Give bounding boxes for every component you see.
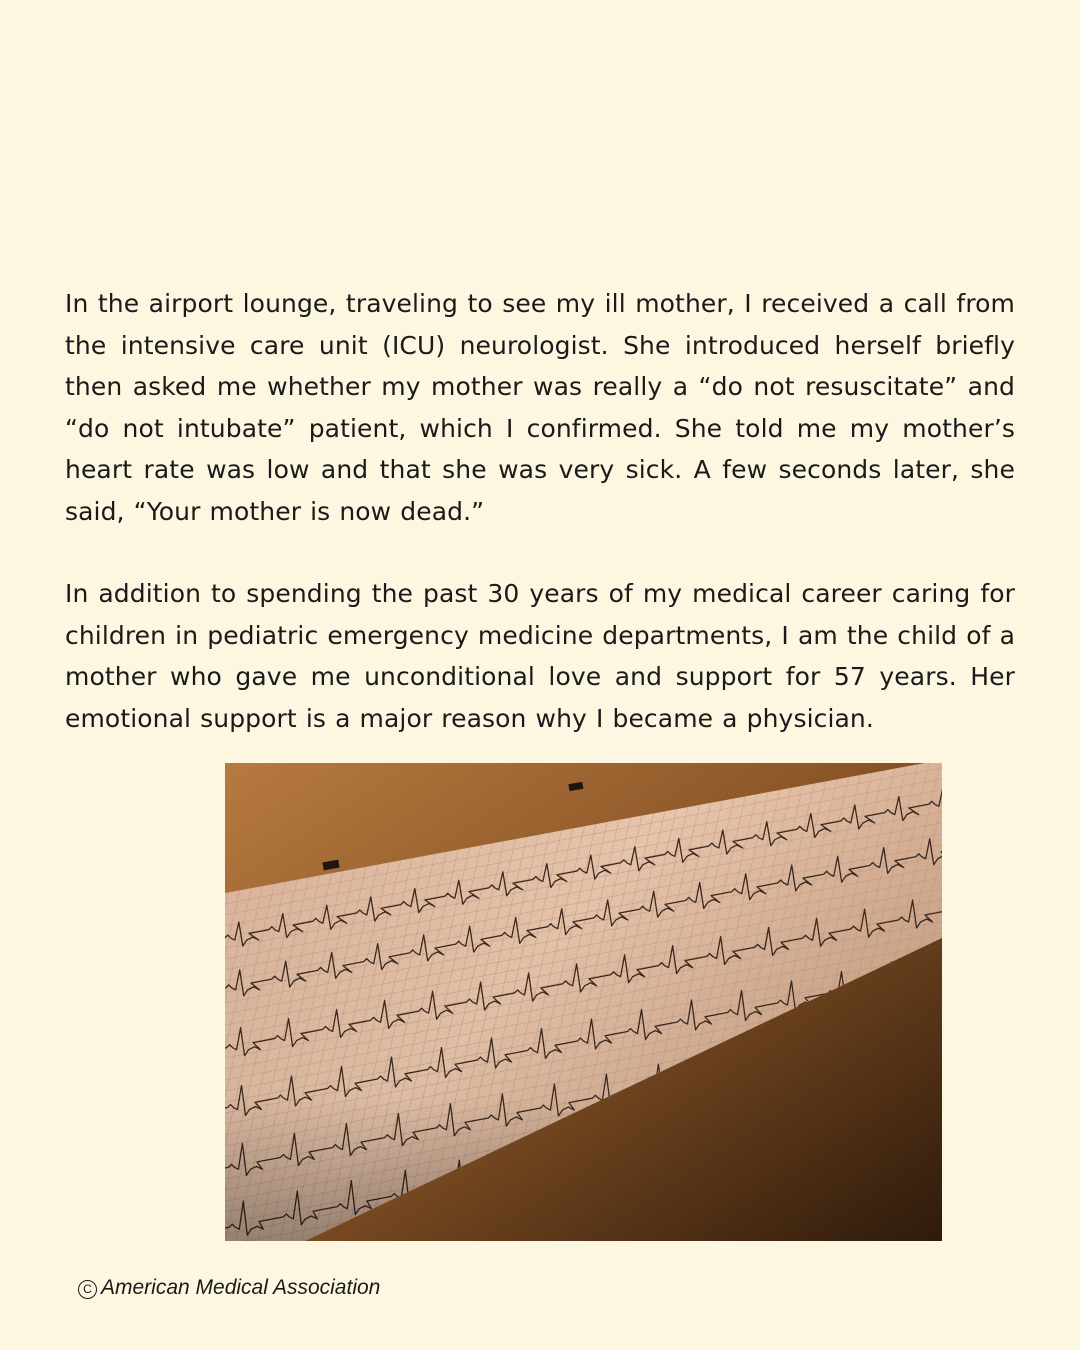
- credit-line: [78, 1276, 380, 1300]
- paragraph-2: In addition to spending the past 30 years of my medical career caring for children in pediatric emergency medicine departments, I am the child of a mother who gave me unconditional love and support for 57 years. Her emotional support is a major reason why I became a physician.: [65, 579, 1015, 733]
- ecg-illustration: [225, 763, 942, 1241]
- credit-text: American Medical Association: [101, 1276, 381, 1299]
- copyright-icon: C: [78, 1280, 97, 1299]
- ecg-photo: [225, 763, 942, 1241]
- article-body: [65, 283, 1015, 739]
- paragraph-1: In the airport lounge, traveling to see my ill mother, I received a call from the intensive care unit (ICU) neurologist. She introduced herself briefly then asked me whether my mother was really a “do not resuscitate” and “do not intubate” patient, which I confirmed. She told me my mother’s heart rate was low and that she was very sick. A few seconds later, she said, “Your mother is now dead.”: [65, 289, 1015, 526]
